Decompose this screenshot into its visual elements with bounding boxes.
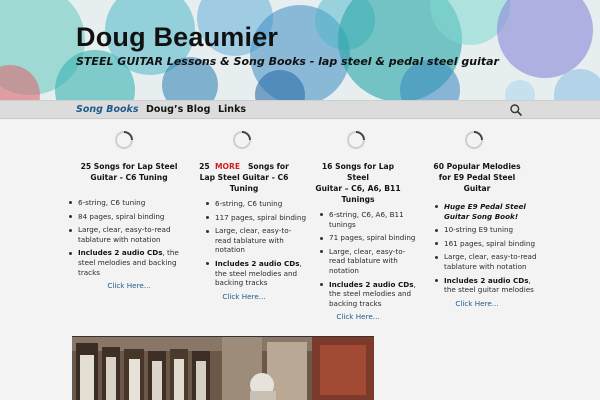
book-card [182, 161, 306, 301]
loading-spinner-icon [346, 130, 366, 150]
nav-item-links[interactable]: Links [218, 104, 247, 115]
loading-spinner-icon [114, 130, 134, 150]
loading-spinner-icon [464, 130, 484, 150]
list-item: Huge E9 Pedal Steel Guitar Song Book! [433, 202, 539, 221]
list-item: Includes 2 audio CDs, the steel guitar melodies [433, 276, 539, 295]
click-here-link[interactable]: Click Here... [222, 291, 266, 301]
list-item: 71 pages, spiral binding [318, 233, 420, 243]
nav-item-song-books[interactable]: Song Books [76, 104, 139, 115]
feature-list [415, 202, 539, 295]
site-header [0, 0, 600, 100]
list-item: Includes 2 audio CDs, the steel melodies and backing tracks [318, 280, 420, 309]
search-icon[interactable] [509, 103, 523, 117]
feature-list [182, 199, 306, 288]
list-item: 10-string E9 tuning [433, 225, 539, 235]
list-item: 84 pages, spiral binding [67, 212, 191, 222]
site-description: STEEL GUITAR Lessons & Song Books - lap steel & pedal steel guitar [76, 55, 499, 68]
list-item: Includes 2 audio CDs, the steel melodies and backing tracks [204, 259, 306, 288]
list-item: 161 pages, spiral binding [433, 239, 539, 249]
list-item: Large, clear, easy-to-read tablature with notation [433, 252, 539, 271]
list-item: 6-string, C6 tuning [67, 198, 191, 208]
nav-item-dougs-blog[interactable]: Doug’s Blog [146, 104, 211, 115]
site-title[interactable]: Doug Beaumier [76, 22, 279, 52]
click-here-link[interactable]: Click Here... [107, 281, 151, 291]
book-title[interactable]: 25 MORE Songs for Lap Steel Guitar - C6 Tuning [199, 162, 289, 193]
book-title[interactable]: 16 Songs for Lap Steel Guitar – C6, A6, B11 Tunings [315, 162, 401, 204]
main-navigation [0, 100, 600, 119]
steel-guitars-photo[interactable] [72, 336, 374, 400]
list-item: Includes 2 audio CDs, the steel melodies and backing tracks [67, 248, 191, 277]
click-here-link[interactable]: Click Here... [336, 312, 380, 322]
list-item: 6-string, C6 tuning [204, 199, 306, 209]
book-card [67, 161, 191, 290]
list-item: Large, clear, easy-to-read tablature with notation [318, 247, 420, 276]
list-item: 117 pages, spiral binding [204, 213, 306, 223]
click-here-link[interactable]: Click Here... [455, 298, 499, 308]
feature-list [67, 198, 191, 277]
list-item: Large, clear, easy-to-read tablature with notation [67, 225, 191, 244]
list-item: 6-string, C6, A6, B11 tunings [318, 210, 420, 229]
photo-image [72, 337, 374, 400]
book-title[interactable]: 60 Popular Melodies for E9 Pedal Steel Guitar [433, 162, 521, 193]
loading-spinner-icon [232, 130, 252, 150]
book-card [415, 161, 539, 308]
feature-list [296, 210, 420, 308]
book-title[interactable]: 25 Songs for Lap Steel Guitar - C6 Tuning [80, 162, 178, 182]
list-item: Large, clear, easy-to-read tablature with notation [204, 226, 306, 255]
book-card [296, 161, 420, 321]
